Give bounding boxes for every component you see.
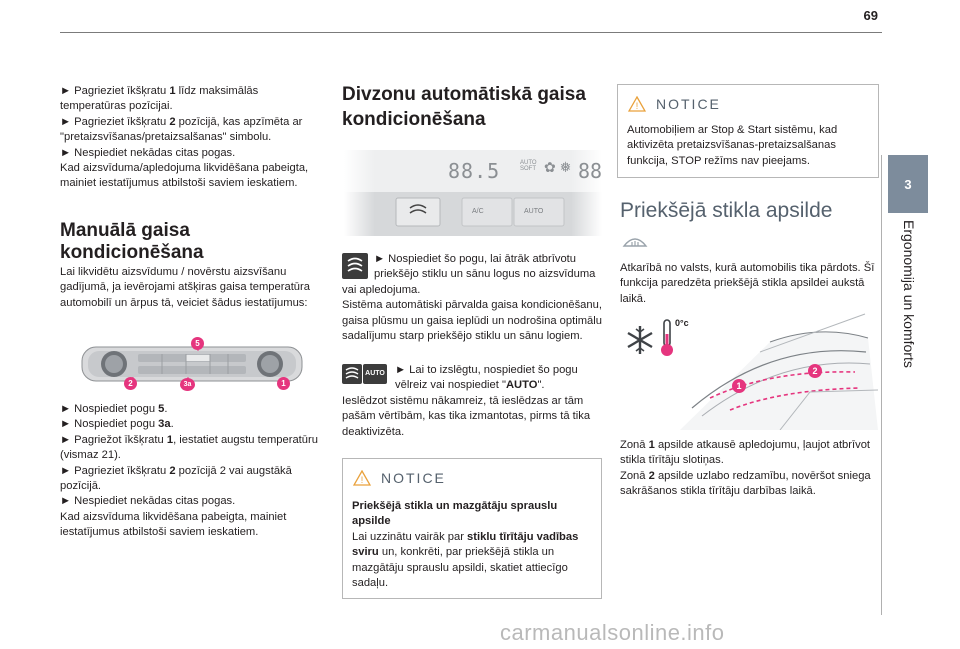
manual-intro: Lai likvidētu aizsvīdumu / novērstu aizsvīšanu gadījumā, ja ievērojami atšķiras gaisa temperatūra automobilī un ārpus tā, veiciet šādus iestatījumus: — [60, 266, 310, 309]
panel-display-left: 88.5 — [448, 159, 501, 183]
notice-title: NOTICE — [381, 470, 446, 486]
svg-text:!: ! — [635, 101, 639, 111]
intro-paragraph: ► Pagrieziet īkšķratu 1 līdz maksimālās temperatūras pozīcijai. ► Pagrieziet īkšķratu 2 pozīcijā, kas apzīmēta ar "pretaizsvīšanas/pretaizsalšanas" simbolu. ► Nespiediet nekādas citas pogas. Kad aizsvīduma/apledojuma likvidēšana pabeigta, mainiet iestatījumus atbilstoši saviem ieskatiem. — [60, 85, 309, 190]
windscreen-figure — [620, 312, 878, 430]
warning-icon — [628, 96, 646, 112]
panel-ac-label: A/C — [472, 208, 484, 215]
manual-steps: ► Nospiediet pogu 5. ► Nospiediet pogu 3a. ► Pagriežot īkšķratu 1, iestatiet augstu temperatūru (vismaz 21). ► Pagrieziet īkšķratu 2 pozīcijā 2 vai augstākā pozīcijā. ► Nespiediet nekādas citas pogas. Kad aizsvīduma likvidēšana pabeigta, mainiet iestatījumus atbilstoši saviem ieskatiem. — [60, 403, 318, 539]
callout-3a: 3a — [180, 378, 195, 391]
fan-icon: ✿ ❅ — [544, 159, 572, 175]
panel-display-right: 88 — [578, 159, 603, 183]
windscreen-heat-icon — [622, 230, 648, 250]
section-title-manual: Manuālā gaisa kondicionēšana — [60, 220, 204, 263]
zone-descriptions: Zonā 1 apsilde atkausē apledojumu, ļaujot atbrīvot stikla tīrītāju slotiņas. Zonā 2 apsilde uzlabo redzamību, novēršot sniega sakrāšanos stikla tīrītāju darbības laikā. — [620, 439, 871, 498]
front-demist-icon — [342, 253, 368, 279]
notice-title: NOTICE — [656, 96, 721, 112]
auto-button-icon: AUTO — [363, 364, 387, 384]
notice-text: Automobiļiem ar Stop & Start sistēmu, kad aktivizēta pretaizsvīšanas-pretaizsalšanas funkcija, STOP režīms nav pieejams. — [627, 124, 838, 167]
windscreen-intro: Atkarībā no valsts, kurā automobilis tika pārdots. Šī funkcija paredzēta priekšējā stikla apsildei aukstā laikā. — [620, 262, 875, 305]
manual-control-panel-image — [78, 337, 306, 393]
panel-auto-soft: AUTO SOFT — [520, 160, 537, 172]
side-rule — [881, 155, 882, 615]
thermometer-icon — [661, 320, 673, 356]
watermark: carmanualsonline.info — [500, 620, 725, 645]
front-demist-para: ► Nospiediet šo pogu, lai ātrāk atbrīvotu priekšējo stiklu un sānu logus no aizsvīduma vai apledojuma. Sistēma automātiski pārvalda gaisa kondicionēšanu, gaisa plūsmu un gaisa ieplūdi un nodrošina optimālu sadalījumu starp priekšējo stiklu un sānu logiem. — [342, 253, 602, 343]
callout-1: 1 — [277, 377, 290, 390]
dualzone-panel-image — [344, 150, 602, 236]
notice-box-stopstart — [617, 84, 879, 178]
chapter-tab[interactable]: 3 — [888, 155, 928, 213]
front-demist-off-para: AUTO ► Lai to izslēgtu, nospiediet šo pogu vēlreiz vai nospiediet "AUTO". Ieslēdzot sistēmu nākamreiz, tā ieslēdzas ar tām pašām vērtībām, kas tika izmantotas, pirms tā tika deaktivizēta. — [342, 364, 591, 438]
notice-box-washers — [342, 458, 602, 599]
callout-1: 1 — [732, 379, 746, 393]
panel-auto-label: AUTO — [524, 208, 544, 215]
header-rule — [60, 32, 882, 33]
front-demist-icon-small — [342, 364, 362, 384]
warning-icon — [353, 470, 371, 486]
section-title-dualzone: Divzonu automātiskā gaisa kondicionēšana — [342, 84, 586, 130]
temp-label: 0°c — [675, 318, 689, 328]
notice-text: Lai uzzinātu vairāk par stiklu tīrītāju vadības sviru un, konkrēti, par priekšējā stikla un mazgātāju sprauslu apsildi, skatiet attiecīgo sadaļu. — [352, 530, 579, 590]
chapter-title: Ergonomija un komforts — [901, 220, 917, 368]
page-number: 69 — [863, 8, 878, 23]
section-title-windscreen: Priekšējā stikla apsilde — [620, 199, 833, 222]
notice-heading: Priekšējā stikla un mazgātāju sprauslu apsilde — [352, 500, 558, 528]
svg-text:!: ! — [360, 475, 364, 485]
callout-2: 2 — [124, 377, 137, 390]
callout-5: 5 — [191, 337, 204, 350]
snowflake-icon — [628, 326, 652, 354]
callout-2: 2 — [808, 364, 822, 378]
chapter-title-vertical — [888, 220, 928, 450]
